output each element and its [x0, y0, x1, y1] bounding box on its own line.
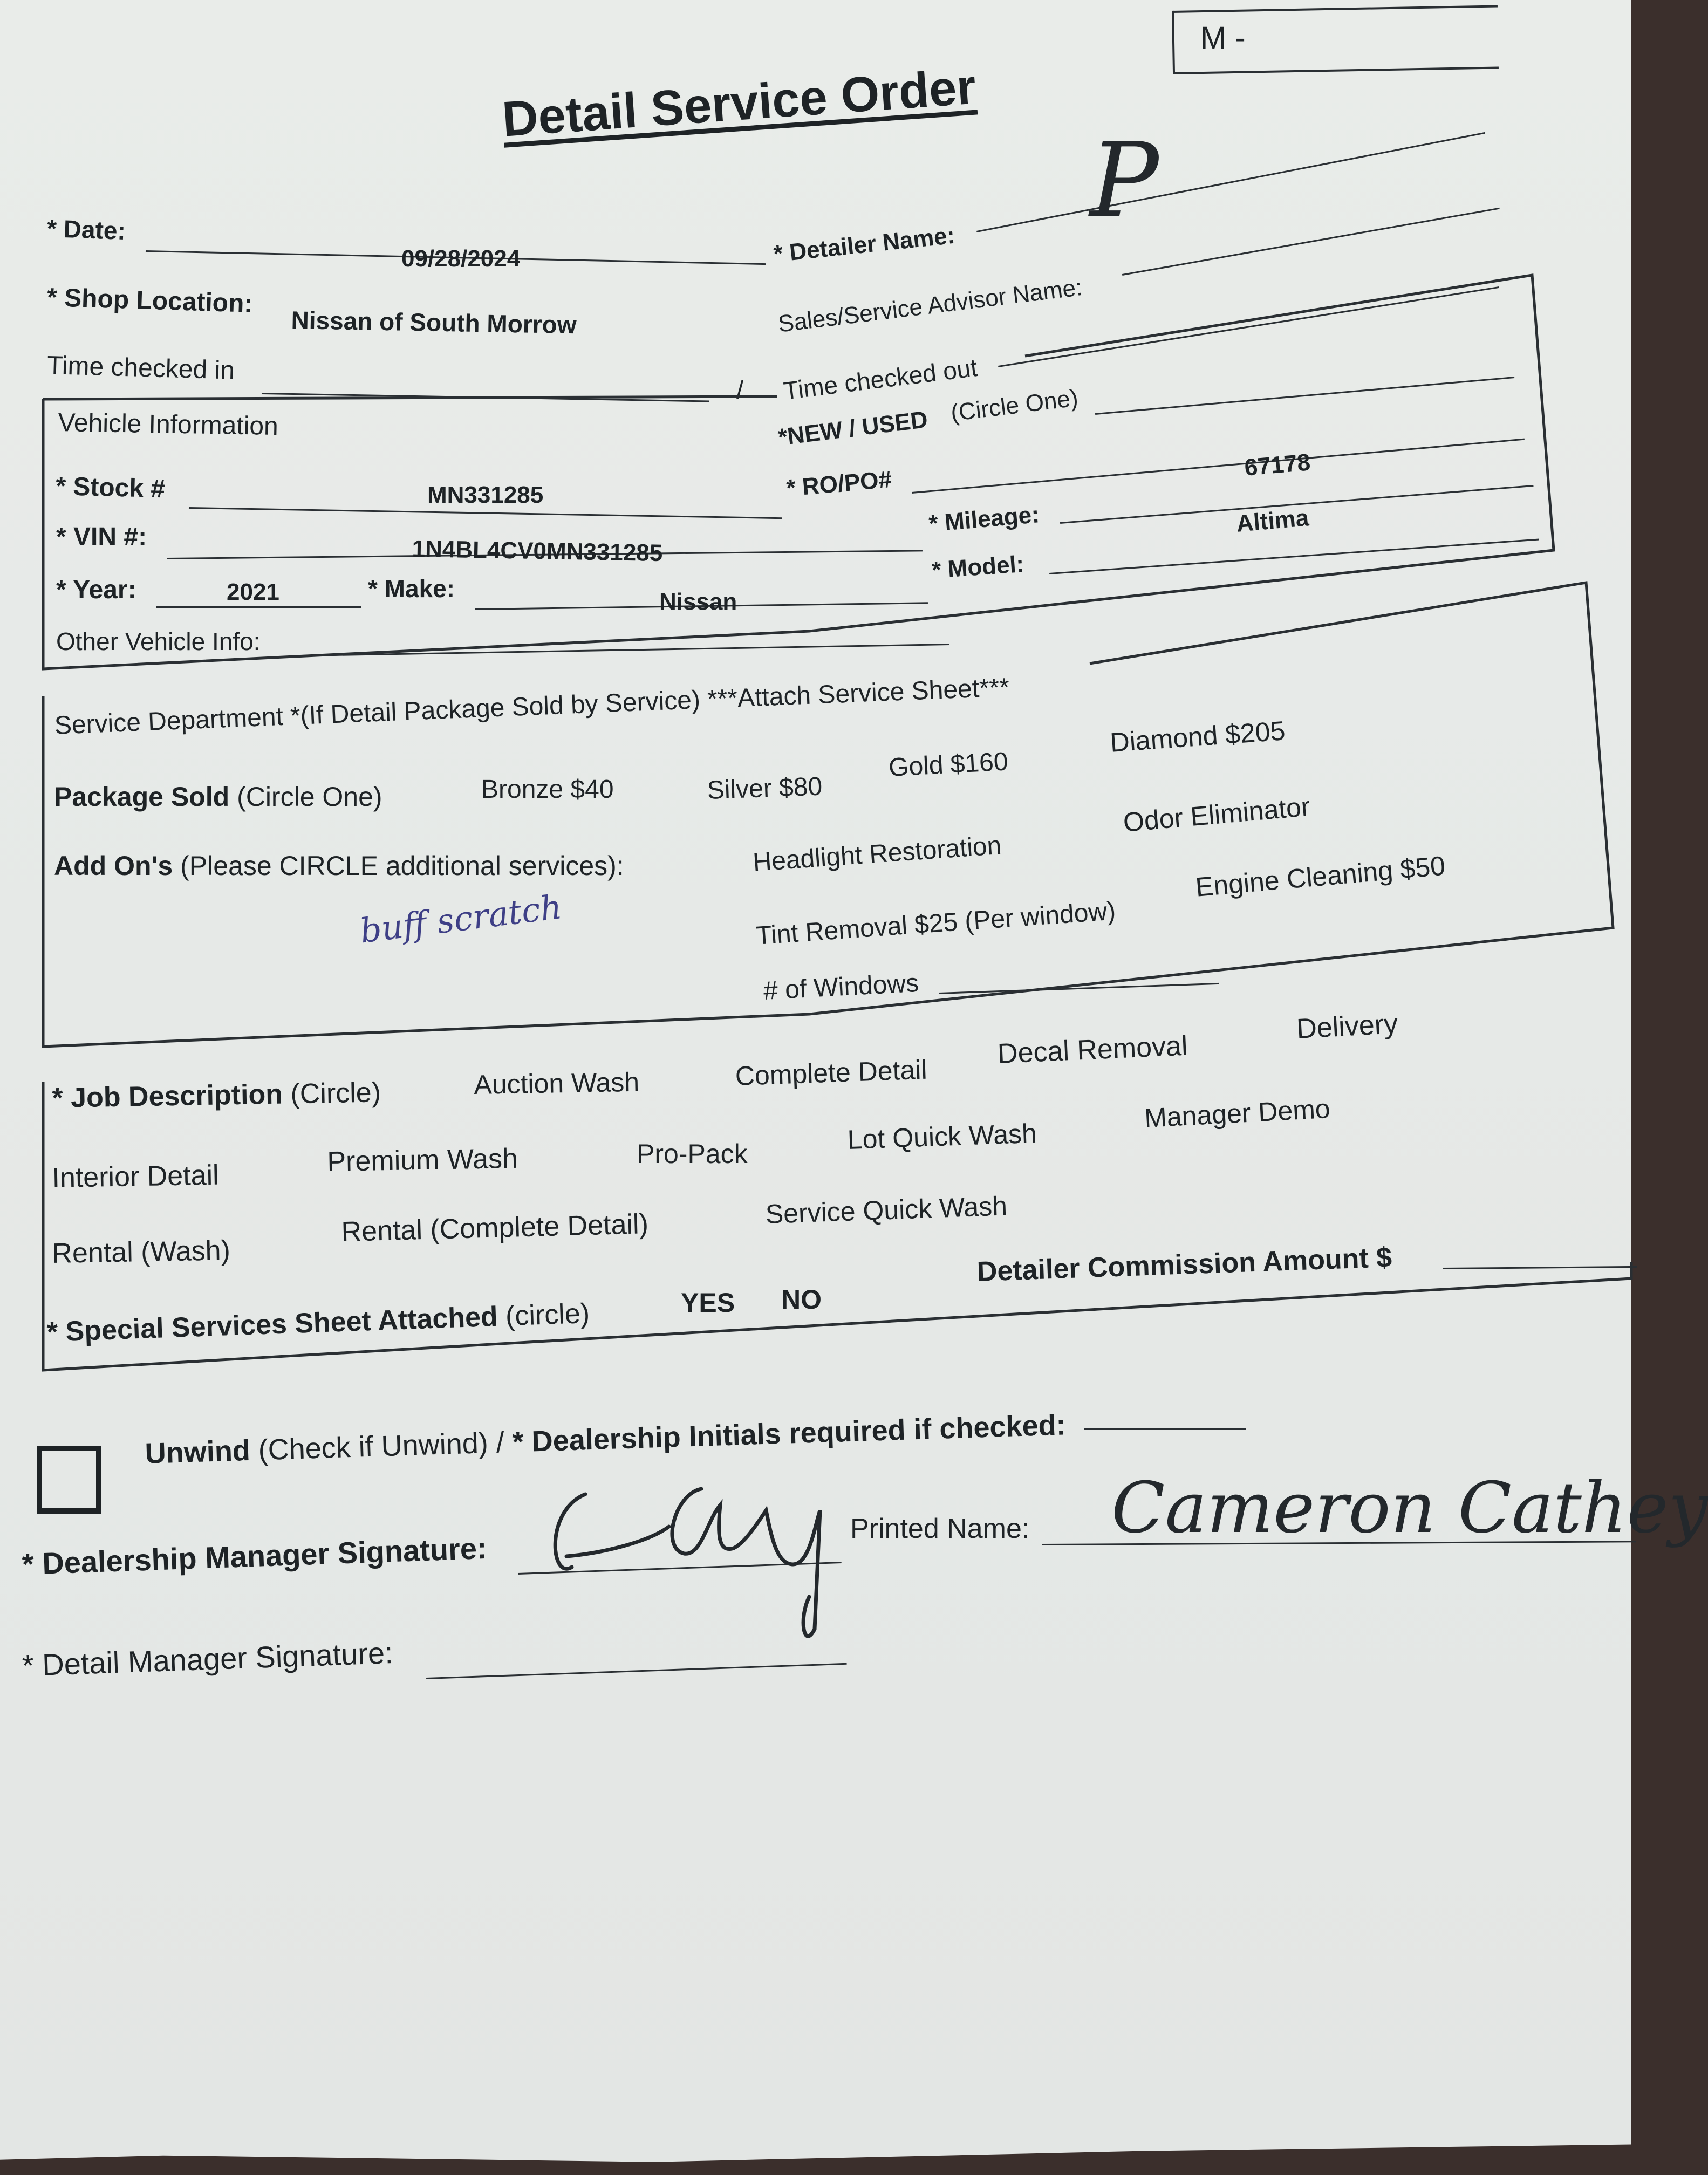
- form-title: Detail Service Order: [500, 59, 978, 147]
- detailer-commission-label: Detailer Commission Amount $: [976, 1242, 1392, 1288]
- package-sold-label: Package Sold: [54, 782, 230, 812]
- package-silver[interactable]: Silver $80: [706, 772, 823, 805]
- ro-value: 67178: [1243, 449, 1311, 481]
- new-used-label: *NEW / USED: [776, 406, 930, 451]
- package-sold-note: (Circle One): [237, 782, 382, 812]
- job-service-quick-wash[interactable]: Service Quick Wash: [764, 1191, 1008, 1229]
- vin-label: * VIN #:: [56, 523, 147, 551]
- advisor-name-label: Sales/Service Advisor Name:: [776, 273, 1084, 338]
- job-description-label: * Job Description: [51, 1078, 283, 1114]
- addon-odor-eliminator[interactable]: Odor Eliminator: [1122, 791, 1311, 838]
- time-in-label: Time checked in: [46, 351, 235, 385]
- service-department-header: Service Department *(If Detail Package Sold by Service) ***Attach Service Sheet***: [53, 673, 1010, 740]
- job-rental-complete-detail[interactable]: Rental (Complete Detail): [340, 1208, 649, 1248]
- new-used-note: (Circle One): [949, 385, 1080, 427]
- special-services-label: * Special Services Sheet Attached: [46, 1301, 498, 1348]
- model-label: * Model:: [931, 551, 1025, 584]
- package-bronze[interactable]: Bronze $40: [481, 775, 614, 804]
- special-services-note: (circle): [505, 1297, 590, 1332]
- vin-value: 1N4BL4CV0MN331285: [412, 536, 663, 567]
- job-delivery[interactable]: Delivery: [1295, 1008, 1399, 1045]
- job-premium-wash[interactable]: Premium Wash: [326, 1143, 518, 1178]
- job-complete-detail[interactable]: Complete Detail: [734, 1054, 928, 1091]
- make-value: Nissan: [659, 589, 737, 615]
- special-services-no[interactable]: NO: [781, 1284, 822, 1315]
- ro-label: * RO/PO#: [785, 466, 893, 502]
- year-value: 2021: [227, 579, 279, 605]
- shop-location-value: Nissan of South Morrow: [291, 306, 577, 339]
- unwind-label: Unwind: [144, 1434, 251, 1470]
- addon-tint-removal[interactable]: Tint Removal $25 (Per window): [755, 897, 1117, 950]
- vehicle-section-label: Vehicle Information: [58, 408, 279, 441]
- special-services-yes[interactable]: YES: [681, 1288, 735, 1318]
- stock-label: * Stock #: [55, 472, 166, 504]
- detailer-name-value: P: [1090, 121, 1159, 240]
- printed-name-value: Cameron Cathey: [1111, 1467, 1708, 1549]
- dealership-manager-signature-label: * Dealership Manager Signature:: [21, 1530, 488, 1581]
- job-rental-wash[interactable]: Rental (Wash): [51, 1235, 231, 1269]
- job-manager-demo[interactable]: Manager Demo: [1143, 1093, 1331, 1133]
- job-lot-quick-wash[interactable]: Lot Quick Wash: [846, 1118, 1037, 1155]
- job-decal-removal[interactable]: Decal Removal: [996, 1030, 1188, 1070]
- corner-label: M -: [1200, 20, 1246, 56]
- package-gold[interactable]: Gold $160: [887, 747, 1009, 782]
- job-description-note: (Circle): [290, 1077, 381, 1110]
- date-value: 09/28/2024: [401, 245, 521, 272]
- addon-engine-cleaning[interactable]: Engine Cleaning $50: [1194, 850, 1447, 902]
- addon-headlight-restoration[interactable]: Headlight Restoration: [751, 831, 1002, 877]
- dealership-initials-label: * Dealership Initials required if checked:: [511, 1408, 1067, 1459]
- job-pro-pack[interactable]: Pro-Pack: [637, 1139, 748, 1169]
- job-interior-detail[interactable]: Interior Detail: [51, 1159, 220, 1194]
- time-out-label: Time checked out: [782, 353, 979, 405]
- detailer-name-label: * Detailer Name:: [772, 222, 957, 268]
- make-label: * Make:: [368, 574, 455, 603]
- unwind-note: (Check if Unwind) /: [257, 1426, 505, 1467]
- windows-label: # of Windows: [762, 968, 920, 1006]
- addons-label: Add On's: [54, 851, 173, 881]
- package-diamond[interactable]: Diamond $205: [1109, 715, 1287, 758]
- shop-location-label: * Shop Location:: [46, 283, 254, 318]
- handwritten-note: buff scratch: [358, 887, 564, 951]
- job-auction-wash[interactable]: Auction Wash: [473, 1066, 640, 1100]
- year-label: * Year:: [56, 576, 136, 604]
- detail-manager-signature-label: * Detail Manager Signature:: [21, 1635, 394, 1682]
- printed-name-label: Printed Name:: [850, 1513, 1030, 1544]
- time-separator: /: [736, 376, 744, 405]
- addons-note: (Please CIRCLE additional services):: [180, 851, 624, 881]
- stock-value: MN331285: [427, 482, 544, 508]
- date-label: * Date:: [46, 214, 126, 245]
- other-vehicle-info-label: Other Vehicle Info:: [56, 627, 261, 655]
- mileage-value: Altima: [1235, 504, 1310, 537]
- mileage-label: * Mileage:: [927, 501, 1041, 537]
